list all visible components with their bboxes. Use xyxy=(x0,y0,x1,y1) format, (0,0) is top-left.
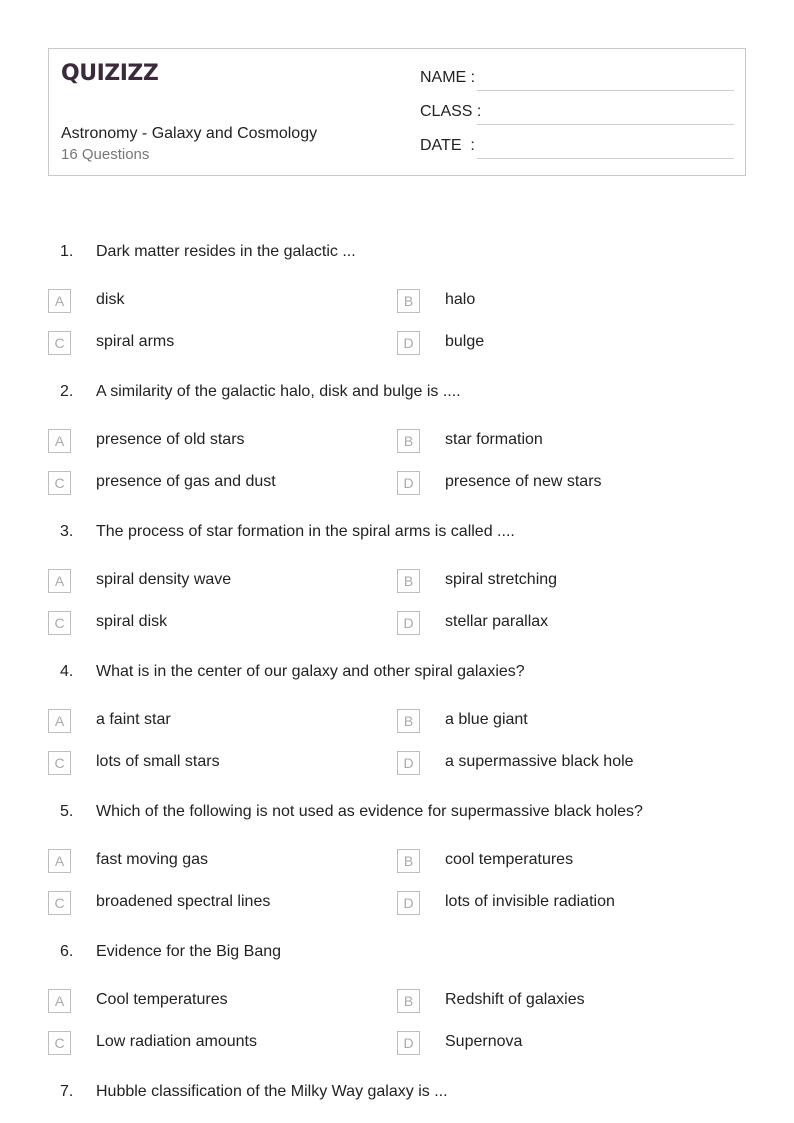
option-text: cool temperatures xyxy=(445,851,574,868)
option-text: a supermassive black hole xyxy=(445,753,634,770)
option-letter-box: B xyxy=(397,849,420,873)
option-letter-box: A xyxy=(48,989,71,1013)
question-2 xyxy=(0,383,794,523)
quizizz-logo: QUIZIZZ xyxy=(61,61,159,86)
question-1 xyxy=(0,243,794,383)
option-text: lots of invisible radiation xyxy=(445,893,615,910)
option-text: presence of new stars xyxy=(445,473,602,490)
option-letter-box: C xyxy=(48,751,71,775)
option-text: halo xyxy=(445,291,476,308)
question-text: Hubble classification of the Milky Way galaxy is ... xyxy=(96,1083,448,1100)
option-letter-box: A xyxy=(48,289,71,313)
class-field[interactable] xyxy=(420,103,734,125)
question-text: A similarity of the galactic halo, disk and bulge is .... xyxy=(96,383,461,400)
option-letter-box: B xyxy=(397,709,420,733)
option-text: Cool temperatures xyxy=(96,991,228,1008)
class-label: CLASS : xyxy=(420,103,482,120)
question-number: 5. xyxy=(60,803,74,820)
option-letter-box: B xyxy=(397,289,420,313)
option-letter-box: D xyxy=(397,471,420,495)
option-letter-box: A xyxy=(48,709,71,733)
option-text: lots of small stars xyxy=(96,753,220,770)
option-letter-box: D xyxy=(397,611,420,635)
name-field[interactable] xyxy=(420,69,734,91)
option-text: a faint star xyxy=(96,711,171,728)
option-text: stellar parallax xyxy=(445,613,549,630)
option-text: Low radiation amounts xyxy=(96,1033,257,1050)
question-7 xyxy=(0,1083,794,1113)
question-4 xyxy=(0,663,794,803)
option-text: presence of gas and dust xyxy=(96,473,276,490)
question-number: 7. xyxy=(60,1083,74,1100)
option-letter-box: A xyxy=(48,429,71,453)
question-5 xyxy=(0,803,794,943)
question-text: What is in the center of our galaxy and other spiral galaxies? xyxy=(96,663,525,680)
question-text: Which of the following is not used as evidence for supermassive black holes? xyxy=(96,803,643,820)
date-label: DATE : xyxy=(420,137,475,154)
question-number: 3. xyxy=(60,523,74,540)
option-text: disk xyxy=(96,291,125,308)
option-letter-box: B xyxy=(397,989,420,1013)
date-field[interactable] xyxy=(420,137,734,159)
option-text: spiral stretching xyxy=(445,571,558,588)
option-letter-box: B xyxy=(397,429,420,453)
option-text: bulge xyxy=(445,333,485,350)
option-text: star formation xyxy=(445,431,543,448)
option-text: Supernova xyxy=(445,1033,523,1050)
option-letter-box: D xyxy=(397,891,420,915)
option-letter-box: D xyxy=(397,751,420,775)
date-line[interactable] xyxy=(477,158,734,159)
option-text: spiral disk xyxy=(96,613,168,630)
option-text: Redshift of galaxies xyxy=(445,991,585,1008)
question-6 xyxy=(0,943,794,1083)
option-letter-box: C xyxy=(48,611,71,635)
question-text: Dark matter resides in the galactic ... xyxy=(96,243,356,260)
question-text: Evidence for the Big Bang xyxy=(96,943,282,960)
option-text: spiral density wave xyxy=(96,571,232,588)
worksheet-header xyxy=(48,48,746,176)
question-number: 1. xyxy=(60,243,74,260)
question-number: 6. xyxy=(60,943,74,960)
option-text: broadened spectral lines xyxy=(96,893,271,910)
name-label: NAME : xyxy=(420,69,476,86)
option-text: presence of old stars xyxy=(96,431,245,448)
class-line[interactable] xyxy=(477,124,734,125)
question-count: 16 Questions xyxy=(61,146,150,163)
question-number: 4. xyxy=(60,663,74,680)
worksheet-title: Astronomy - Galaxy and Cosmology xyxy=(61,125,318,142)
option-letter-box: C xyxy=(48,331,71,355)
option-letter-box: B xyxy=(397,569,420,593)
option-letter-box: D xyxy=(397,1031,420,1055)
option-text: a blue giant xyxy=(445,711,528,728)
option-letter-box: C xyxy=(48,891,71,915)
option-letter-box: D xyxy=(397,331,420,355)
option-letter-box: A xyxy=(48,569,71,593)
question-3 xyxy=(0,523,794,663)
option-letter-box: C xyxy=(48,1031,71,1055)
question-number: 2. xyxy=(60,383,74,400)
option-letter-box: C xyxy=(48,471,71,495)
question-text: The process of star formation in the spiral arms is called .... xyxy=(96,523,515,540)
option-text: fast moving gas xyxy=(96,851,209,868)
option-text: spiral arms xyxy=(96,333,175,350)
option-letter-box: A xyxy=(48,849,71,873)
name-line[interactable] xyxy=(477,90,734,91)
